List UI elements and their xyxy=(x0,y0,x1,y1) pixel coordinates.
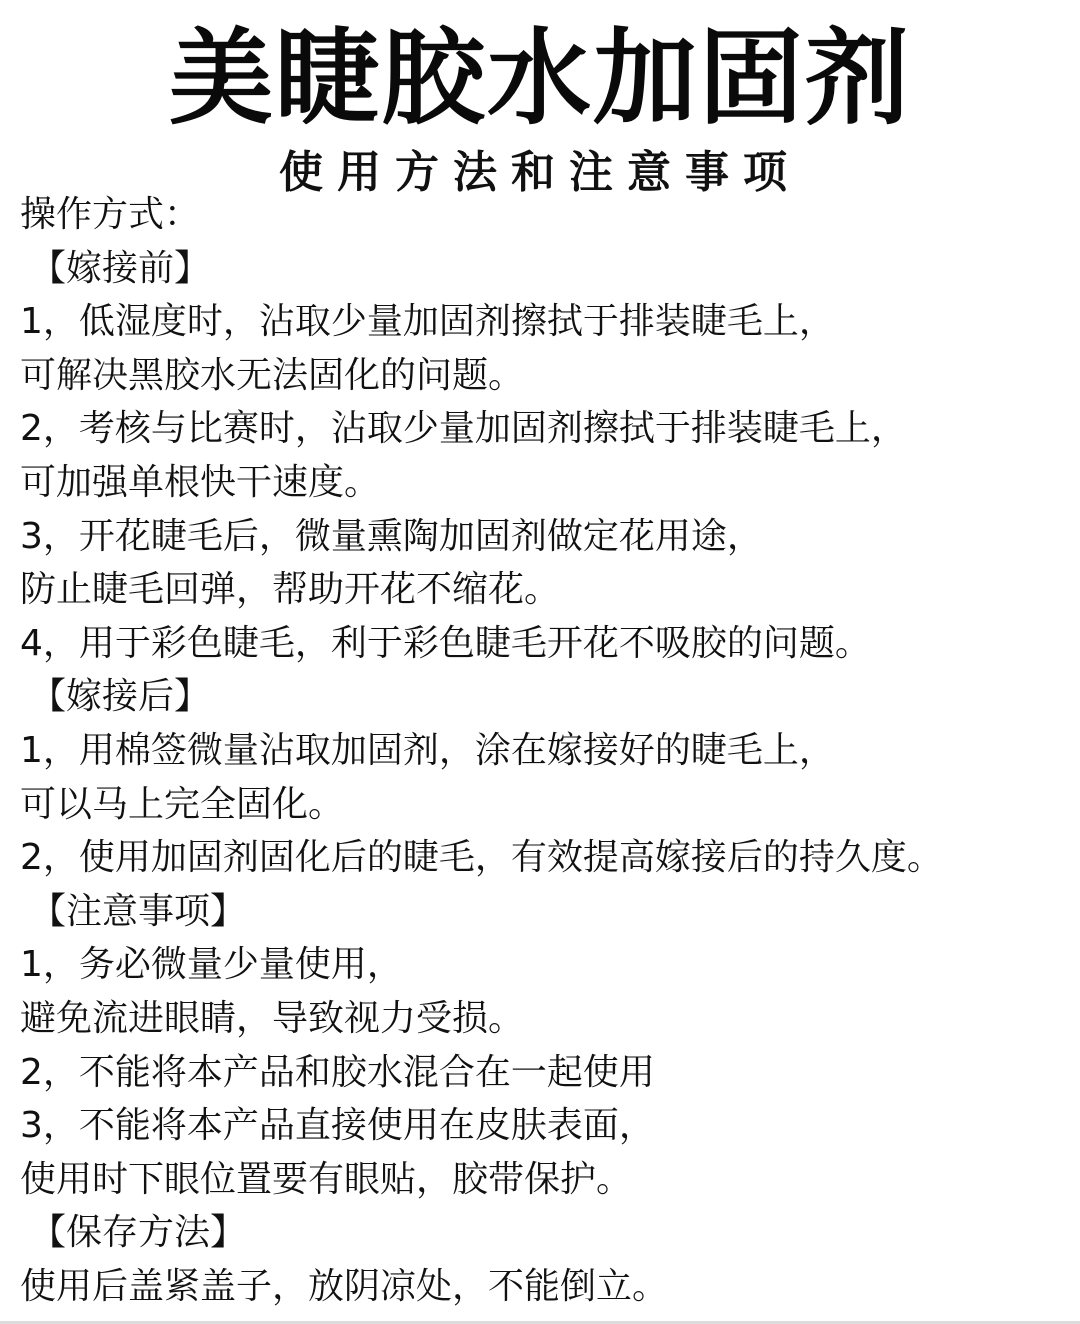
before-line-4: 可加强单根快干速度。 xyxy=(20,461,381,503)
before-line-7: 4，用于彩色睫毛，利于彩色睫毛开花不吸胶的问题。 xyxy=(20,622,871,664)
after-line-3: 2，使用加固剂固化后的睫毛，有效提高嫁接后的持久度。 xyxy=(20,837,943,879)
before-line-1: 1，低湿度时，沾取少量加固剂擦拭于排装睫毛上， xyxy=(20,301,835,343)
notes-line-5: 使用时下眼位置要有眼贴，胶带保护。 xyxy=(20,1158,633,1200)
before-line-6: 防止睫毛回弹，帮助开花不缩花。 xyxy=(20,569,561,611)
page-subtitle: 使用方法和注意事项 xyxy=(279,147,801,198)
after-line-2: 可以马上完全固化。 xyxy=(20,783,345,825)
before-line-3: 2，考核与比赛时，沾取少量加固剂擦拭于排装睫毛上， xyxy=(20,408,907,450)
notes-line-4: 3，不能将本产品直接使用在皮肤表面， xyxy=(20,1105,655,1147)
section-heading-before: 【嫁接前】 xyxy=(30,247,211,289)
storage-line-1: 使用后盖紧盖子，放阴凉处，不能倒立。 xyxy=(20,1265,669,1307)
page-title: 美睫胶水加固剂 xyxy=(168,17,911,139)
notes-line-2: 避免流进眼睛，导致视力受损。 xyxy=(20,997,525,1039)
notes-line-3: 2，不能将本产品和胶水混合在一起使用 xyxy=(20,1051,655,1093)
before-line-2: 可解决黑胶水无法固化的问题。 xyxy=(20,354,525,396)
notes-line-1: 1，务必微量少量使用， xyxy=(20,944,403,986)
section-heading-storage: 【保存方法】 xyxy=(30,1212,247,1254)
section-heading-notes: 【注意事项】 xyxy=(30,890,247,932)
instructions-body xyxy=(20,188,1070,1313)
section-heading-after: 【嫁接后】 xyxy=(30,676,211,718)
after-line-1: 1，用棉签微量沾取加固剂，涂在嫁接好的睫毛上， xyxy=(20,729,835,771)
intro-label: 操作方式： xyxy=(20,194,201,235)
before-line-5: 3，开花睫毛后，微量熏陶加固剂做定花用途， xyxy=(20,515,763,557)
